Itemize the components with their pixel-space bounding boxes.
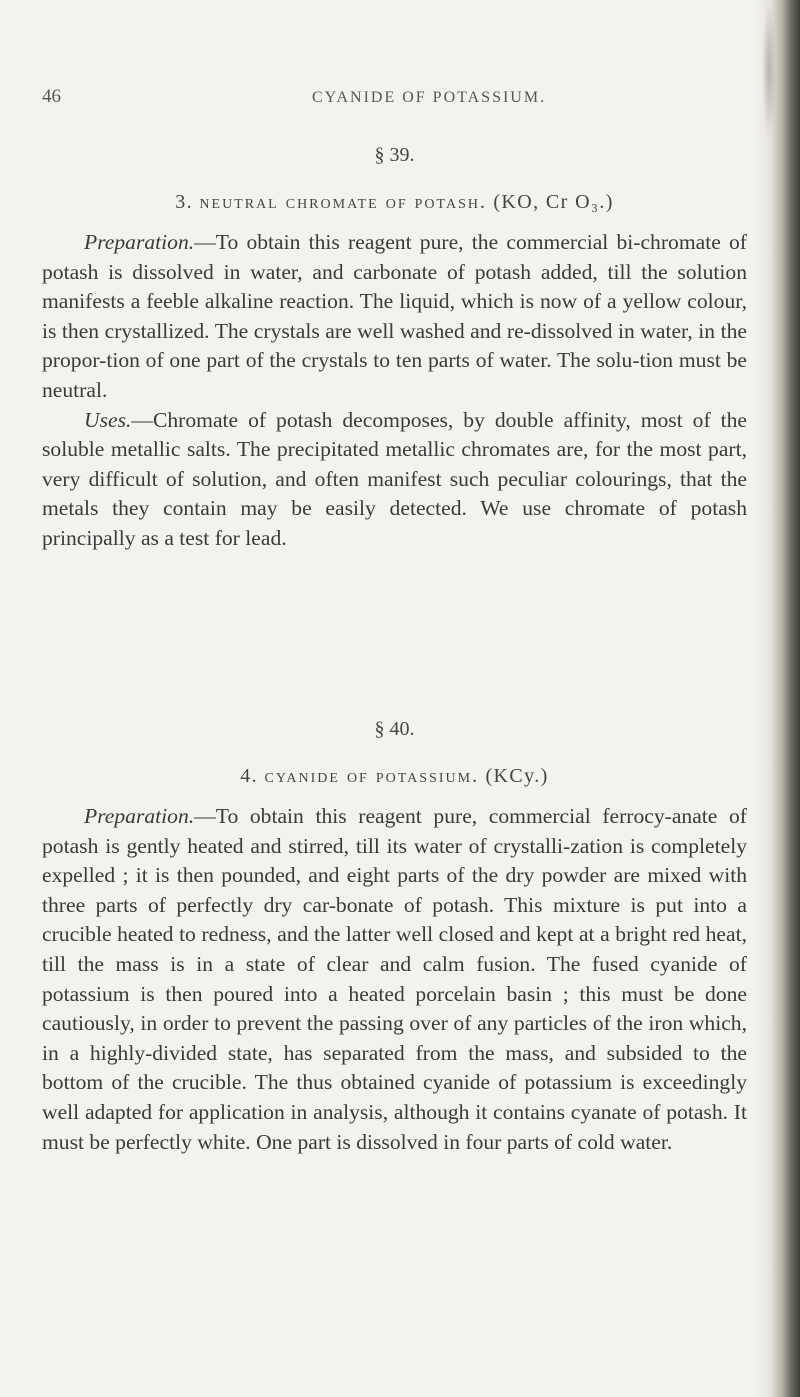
running-head — [0, 86, 800, 114]
section-40 — [42, 718, 747, 1157]
page-number: 46 — [42, 86, 61, 107]
paragraph-preparation — [42, 802, 747, 1157]
paragraph-text: —To obtain this reagent pure, the commercial bi-chromate of potash is dissolved in water, and carbonate of potash added, till the solution manifests a feeble alkaline reaction. The liquid, which is now of a yellow colour, is then crystallized. The crystals are well washed and re-dissolved in water, in the propor-tion of one part of the crystals to ten parts of water. The solu-tion must be neutral. — [42, 230, 747, 402]
heading-formula: (KCy.) — [485, 765, 549, 787]
heading-title: neutral chromate of potash. — [199, 191, 487, 213]
section-mark: § 40. — [374, 718, 415, 740]
paragraph-text: —Chromate of potash decomposes, by double affinity, most of the soluble metallic salts. The precipitated metallic chromates are, for the most part, very difficult of solution, and often manifest such peculiar colourings, that the metals they contain may be easily detected. We use chromate of potash principally as a test for lead. — [42, 407, 747, 550]
paragraph-label: Preparation. — [84, 230, 195, 254]
section-39 — [42, 144, 747, 554]
paragraph-text: —To obtain this reagent pure, commercial ferrocy-anate of potash is gently heated and stirred, till its water of crystalli-zation is completely expelled ; it is then pounded, and eight parts of the dry powder are mixed with three parts of perfectly dry car-bonate of potash. This mixture is put into a crucible heated to redness, and the latter well closed and kept at a bright red heat, till the mass is in a state of clear and calm fusion. The fused cyanide of potassium is then poured into a heated porcelain basin ; this must be done cautiously, in order to prevent the passing over of any particles of the iron which, in a highly-divided state, has separated from the mass, and subsided to the bottom of the crucible. The thus obtained cyanide of potassium is exceedingly well adapted for application in analysis, although it contains cyanate of potash. It must be perfectly white. One part is dissolved in four parts of cold water. — [42, 804, 747, 1154]
section-heading — [42, 765, 747, 788]
section-heading — [42, 191, 747, 214]
page-edge-shadow — [754, 0, 800, 1397]
heading-formula: (KO, Cr O₃.) — [493, 191, 614, 213]
paragraph-uses — [42, 406, 747, 554]
running-title: CYANIDE OF POTASSIUM. — [312, 89, 547, 106]
heading-number: 4. — [240, 765, 259, 787]
section-mark: § 39. — [374, 144, 415, 166]
paragraph-label: Uses. — [84, 407, 132, 432]
paragraph-preparation — [42, 228, 747, 406]
heading-title: cyanide of potassium. — [264, 765, 480, 787]
paragraph-label: Preparation. — [84, 804, 195, 828]
heading-number: 3. — [175, 191, 193, 213]
